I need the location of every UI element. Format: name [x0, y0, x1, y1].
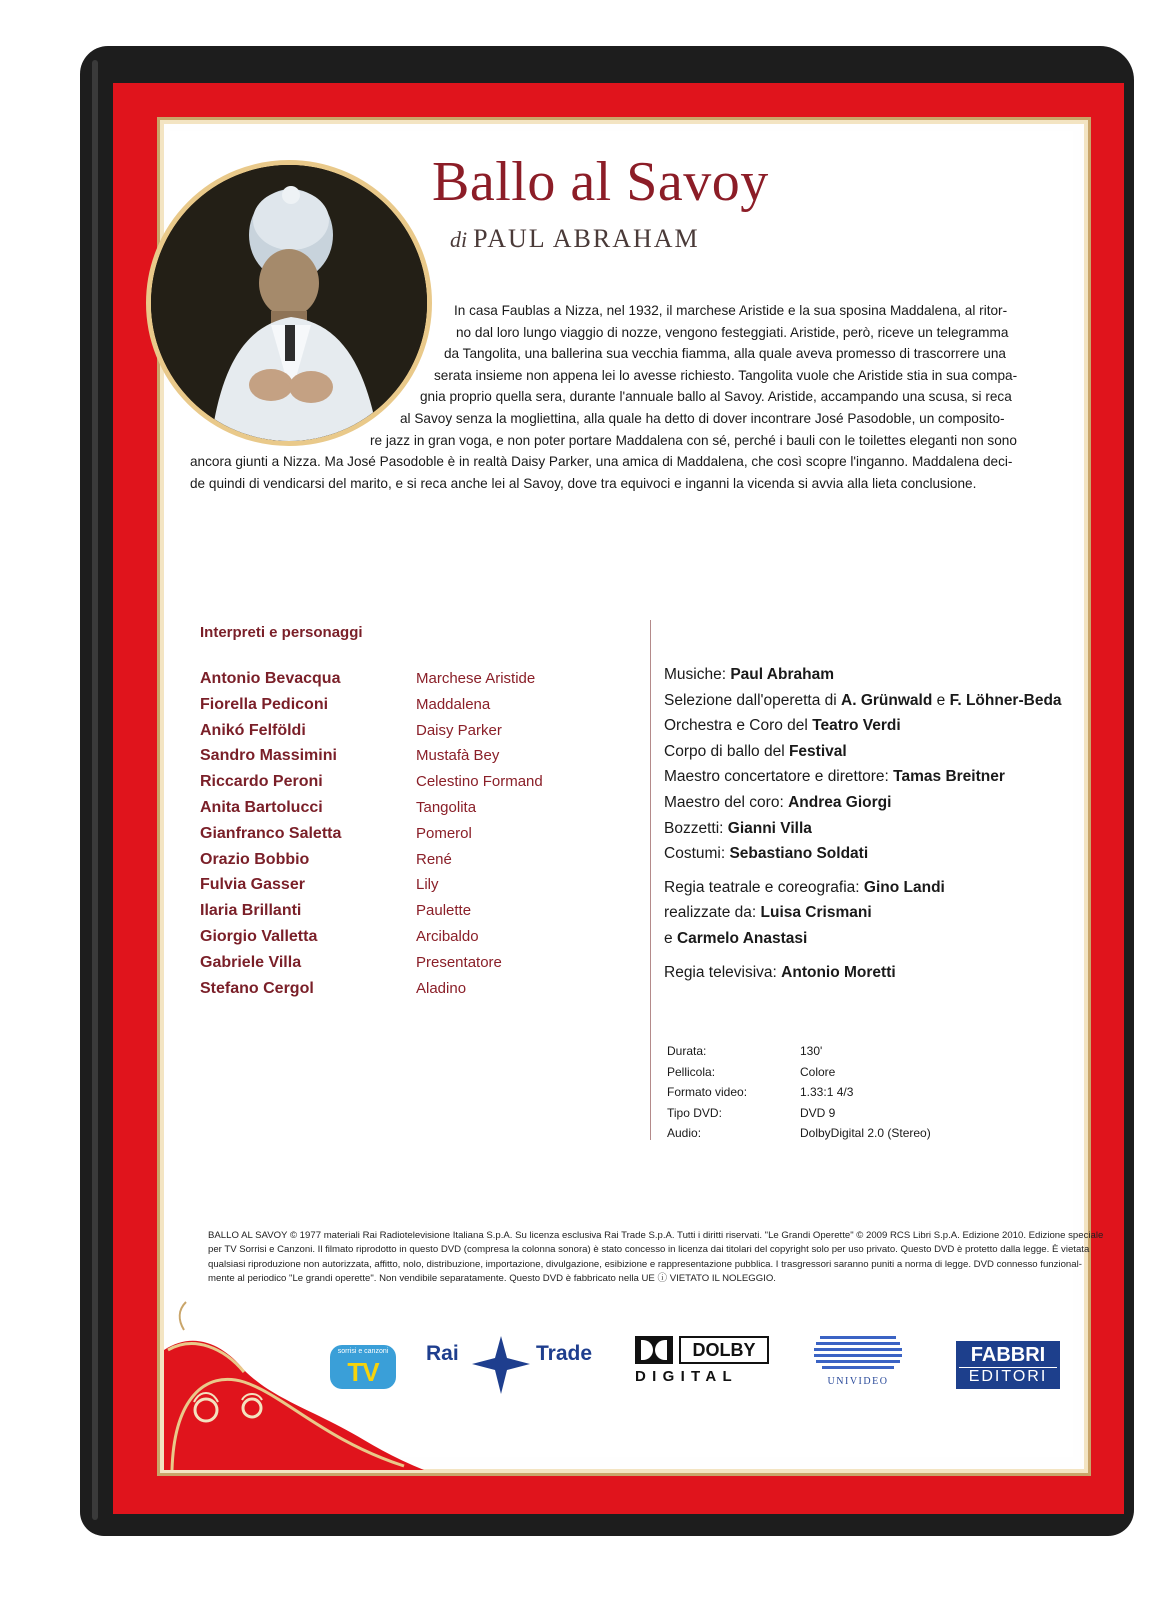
rai-star-icon	[470, 1334, 532, 1396]
credit-label: Regia televisiva:	[664, 963, 777, 981]
actor-name: Sandro Massimini	[200, 747, 337, 765]
credit-tv-direction	[664, 964, 1062, 990]
actor-name: Riccardo Peroni	[200, 773, 323, 791]
role-name: René	[416, 850, 452, 868]
spec-label: Audio:	[667, 1126, 702, 1140]
credit-value: Antonio Moretti	[781, 963, 896, 981]
credit-orchestra	[664, 717, 1062, 743]
credit-direction	[664, 879, 1062, 905]
tv-sorrisi-logo	[330, 1345, 396, 1389]
spec-value: 130'	[800, 1044, 823, 1058]
credit-label: Musiche:	[664, 666, 727, 683]
dolby-text: DOLBY	[679, 1336, 769, 1364]
actor-name: Gianfranco Saletta	[200, 824, 342, 842]
synopsis-line: al Savoy senza la mogliettina, alla quale ha detto di dover incontrare José Pasodoble, un composito-	[400, 410, 1005, 426]
spec-label: Durata:	[667, 1044, 707, 1058]
dolby-digital-logo	[635, 1336, 771, 1388]
actor-name: Stefano Cergol	[200, 979, 314, 997]
spec-row	[667, 1065, 931, 1086]
role-name: Arcibaldo	[416, 927, 479, 945]
tv-logo-text: TV	[347, 1357, 379, 1387]
actor-name: Fulvia Gasser	[200, 876, 305, 894]
legal-line: qualsiasi riproduzione non autorizzata, affitto, nolo, distribuzione, importazione, divulgazione, esibizione e rappresentazione pubblica. I trasgressori saranno puniti a norma di legge. DVD connesso funzional-	[208, 1258, 1082, 1270]
credit-value: Festival	[788, 742, 847, 760]
role-name: Celestino Formand	[416, 773, 543, 791]
spec-row	[667, 1044, 931, 1065]
synopsis-line: re jazz in gran voga, e non poter portare Maddalena con sé, perché i bauli con le toilettes eleganti non sono	[370, 432, 1017, 448]
spec-value: DVD 9	[800, 1105, 836, 1120]
actor-name: Antonio Bevacqua	[200, 670, 341, 687]
credit-conductor	[664, 768, 1062, 794]
credit-value: Paul Abraham	[730, 666, 834, 683]
role-list	[416, 670, 543, 1005]
credit-label: Costumi:	[664, 845, 726, 863]
actor-name: Anita Bartolucci	[200, 798, 323, 816]
spec-label: Tipo DVD:	[667, 1105, 722, 1120]
synopsis-line: gnia proprio quella sera, durante l'annuale ballo al Savoy. Aristide, accampando una scusa, si reca	[420, 389, 1012, 405]
actor-list	[200, 670, 341, 1005]
credit-value: Gianni Villa	[727, 819, 812, 837]
fabbri-text: FABBRI	[970, 1344, 1046, 1366]
rai-logo-text: Rai	[426, 1342, 459, 1365]
legal-line: BALLO AL SAVOY © 1977 materiali Rai Radiotelevisione Italiana S.p.A. Su licenza esclusiva Rai Trade S.p.A. Tutti i diritti riservati. "Le Grandi Operette" © 2009 RCS Libri S.p.A. Edizione 2010. Edizione speciale	[208, 1230, 1104, 1241]
credit-value: Teatro Verdi	[812, 717, 901, 735]
univideo-text: UNIVIDEO	[827, 1376, 889, 1387]
actor-name: Giorgio Valletta	[200, 927, 318, 945]
credit-label: Corpo di ballo del	[664, 742, 785, 760]
credits	[664, 666, 1062, 989]
credit-chorus-master	[664, 794, 1062, 820]
credit-costumes	[664, 845, 1062, 871]
actor-name: Ilaria Brillanti	[200, 902, 302, 920]
credit-realized-2	[664, 930, 1062, 956]
page-title: Ballo al Savoy	[432, 151, 769, 213]
role-name: Paulette	[416, 902, 472, 920]
legal-line: mente al periodico "Le grandi operette". Non vendibile separatamente. Questo DVD è fabbricato nella UE ⓘ VIETATO IL NOLEGGIO.	[208, 1272, 776, 1284]
role-name: Pomerol	[416, 824, 472, 842]
credit-label: Orchestra e Coro del	[664, 717, 808, 735]
role-name: Aladino	[416, 979, 467, 997]
actor-name: Anikó Felföldi	[200, 721, 306, 739]
credit-conjunction: e	[936, 691, 946, 709]
credit-value: Tamas Breitner	[893, 768, 1005, 786]
role-name: Presentatore	[416, 953, 502, 971]
credit-sketches	[664, 820, 1062, 846]
spec-value: DolbyDigital 2.0 (Stereo)	[800, 1126, 931, 1140]
dolby-dd-icon	[635, 1336, 673, 1364]
spec-value: Colore	[800, 1064, 836, 1079]
credit-value: Andrea Giorgi	[788, 793, 892, 811]
fabbri-editori-logo	[956, 1341, 1060, 1389]
synopsis-line: no dal loro lungo viaggio di nozze, vengono festeggiati. Aristide, però, riceve un telegramma	[456, 324, 1009, 340]
univideo-globe-icon	[814, 1334, 902, 1372]
tv-logo-small-text: sorrisi e canzoni	[337, 1348, 389, 1355]
credit-value: Sebastiano Soldati	[729, 845, 869, 863]
synopsis	[190, 300, 1048, 494]
legal-line: per TV Sorrisi e Canzoni. Il filmato riprodotto in questo DVD (compresa la colonna sonora) è stato concesso in licenza dai titolari del copyright solo per uso privato. Questo DVD è protetto dalla legge. È vietata	[208, 1244, 1090, 1256]
credit-label: Selezione dall'operetta di	[664, 691, 837, 709]
spec-row	[667, 1126, 931, 1147]
credit-label: realizzate da:	[664, 904, 757, 922]
spec-row	[667, 1106, 931, 1127]
univideo-logo	[814, 1334, 902, 1390]
spec-label: Formato video:	[667, 1085, 748, 1099]
case-edge	[92, 60, 98, 1520]
credit-value: Luisa Crismani	[760, 904, 872, 922]
legal-notice	[208, 1229, 1104, 1286]
cast-heading: Interpreti e personaggi	[200, 624, 363, 641]
synopsis-line: da Tangolita, una ballerina sua vecchia fiamma, alla quale aveva promesso di trascorrere una	[444, 346, 1006, 362]
credit-value: F. Löhner-Beda	[949, 691, 1062, 709]
synopsis-line: de quindi di vendicarsi del marito, e si reca anche lei al Savoy, dove tra equivoci e inganni la vicenda si avvia alla lieta conclusione.	[190, 475, 977, 491]
author-name: PAUL ABRAHAM	[473, 224, 700, 253]
role-name: Daisy Parker	[416, 721, 502, 739]
spec-row	[667, 1085, 931, 1106]
actor-name: Gabriele Villa	[200, 953, 302, 971]
rai-trade-logo	[426, 1334, 604, 1396]
tech-specs	[667, 1044, 931, 1147]
synopsis-line: serata insieme non appena lei lo avesse richiesto. Tangolita vuole che Aristide stia in sua compa-	[434, 367, 1018, 383]
editori-text: EDITORI	[959, 1367, 1057, 1386]
credit-value: Carmelo Anastasi	[676, 929, 808, 947]
spec-value: 1.33:1 4/3	[800, 1085, 854, 1099]
trade-logo-text: Trade	[536, 1342, 593, 1365]
credit-label: Maestro del coro:	[664, 793, 784, 811]
actor-name: Fiorella Pediconi	[200, 695, 329, 713]
credit-label: Maestro concertatore e direttore:	[664, 768, 889, 786]
byline-prefix: di	[450, 227, 468, 252]
role-name: Maddalena	[416, 695, 491, 713]
credit-label: Bozzetti:	[664, 819, 724, 837]
credit-value: A. Grünwald	[841, 691, 933, 709]
credit-label: e	[664, 929, 673, 947]
role-name: Mustafà Bey	[416, 747, 500, 765]
role-name: Lily	[416, 876, 439, 894]
credit-label: Regia teatrale e coreografia:	[664, 878, 860, 896]
credit-music	[664, 666, 1062, 692]
digital-text: DIGITAL	[635, 1368, 738, 1385]
column-divider	[650, 620, 651, 1140]
actor-name: Orazio Bobbio	[200, 850, 310, 868]
role-name: Marchese Aristide	[416, 670, 536, 687]
credit-selection	[664, 692, 1062, 718]
credit-value: Gino Landi	[863, 878, 945, 896]
synopsis-line: ancora giunti a Nizza. Ma José Pasodoble è in realtà Daisy Parker, una amica di Maddalena, che così scopre l'inganno. Maddalena deci-	[190, 454, 1013, 470]
spec-label: Pellicola:	[667, 1064, 716, 1079]
author-byline	[450, 224, 700, 254]
role-name: Tangolita	[416, 798, 477, 816]
credit-realized	[664, 904, 1062, 930]
synopsis-line: In casa Faublas a Nizza, nel 1932, il marchese Aristide e la sua sposina Maddalena, al ritor-	[454, 303, 1008, 318]
credit-ballet	[664, 743, 1062, 769]
